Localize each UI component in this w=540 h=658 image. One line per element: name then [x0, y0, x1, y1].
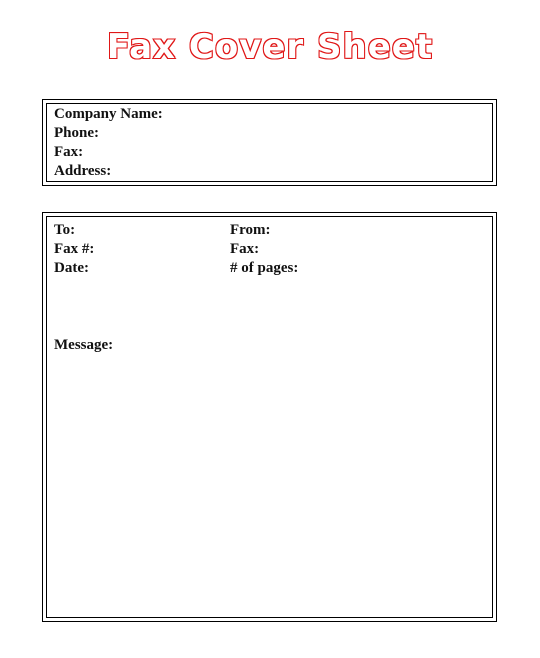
phone-label: Phone: — [54, 125, 99, 141]
title-container — [0, 27, 540, 67]
company-info-box — [42, 99, 497, 186]
page-title: Fax Cover Sheet — [106, 27, 434, 67]
from-label: From: — [230, 222, 271, 238]
address-label: Address: — [54, 163, 112, 179]
company-name-label: Company Name: — [54, 106, 163, 122]
company-fax-label: Fax: — [54, 144, 84, 160]
to-label: To: — [54, 222, 76, 238]
date-label: Date: — [54, 260, 89, 276]
message-label: Message: — [54, 337, 114, 353]
sender-fax-label: Fax: — [230, 241, 260, 257]
fax-number-label: Fax #: — [54, 241, 95, 257]
fax-details-box — [42, 212, 497, 622]
pages-label: # of pages: — [230, 260, 299, 276]
